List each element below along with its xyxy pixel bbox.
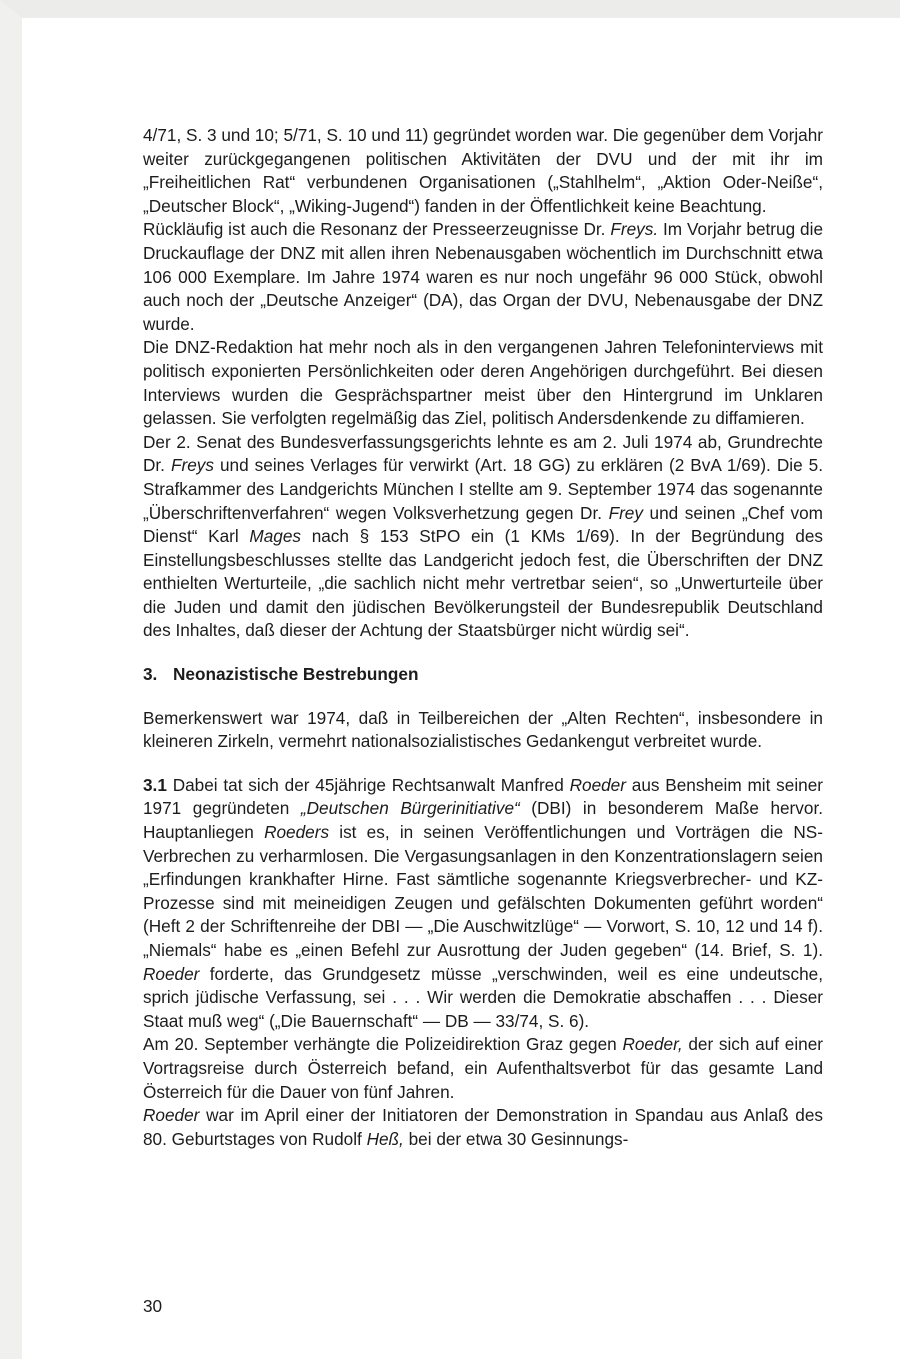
paragraph-press-circulation: Rückläufig ist auch die Resonanz der Presseerzeugnisse Dr. Freys. Im Vorjahr betrug die Druckauflage der DNZ mit allen ihren Nebenausgaben wöchentlich im Durchschnitt etwa 106 000 Exemplare. Im Jahre 1974 waren es nur noch ungefähr 96 000 Stück, obwohl auch noch der „Deutsche Anzeiger“ (DA), das Organ der DVU, Nebenausgabe der DNZ wurde. <box>143 219 823 334</box>
document-body <box>143 124 823 1151</box>
section-heading <box>143 663 823 687</box>
section-title: Neonazistische Bestrebungen <box>173 664 419 685</box>
page-number: 30 <box>143 1296 163 1316</box>
paragraph-roeder-dbi: 3.1 Dabei tat sich der 45jährige Rechtsanwalt Manfred Roeder aus Bensheim mit seiner 1971 gegründeten „Deutschen Bürgerinitiative“ (DBI) in besonderem Maße hervor. Hauptanliegen Roeders ist es, in seinen Veröffentlichungen und Vorträgen die NS-Verbrechen zu verharmlosen. Die Vergasungsanlagen in den Konzentrationslagern seien „Erfindungen krankhafter Hirne. Fast sämtliche sogenannte Kriegsverbrecher- und KZ-Prozesse sind mit meineidigen Zeugen und gefälschten Dokumenten geführt worden“ (Heft 2 der Schriftenreihe der DBI — „Die Auschwitzlüge“ — Vorwort, S. 10, 12 und 14 f). „Niemals“ habe es „einen Befehl zur Ausrottung der Juden gegeben“ (14. Brief, S. 1). Roeder forderte, das Grundgesetz müsse „verschwinden, weil es eine undeutsche, sprich jüdische Verfassung, sei . . . Wir werden die Demokratie abschaffen . . . Dieser Staat muß weg“ („Die Bauernschaft“ — DB — 33/74, S. 6). <box>143 774 823 1031</box>
paragraph-court-rulings: Der 2. Senat des Bundesverfassungsgerichts lehnte es am 2. Juli 1974 ab, Grundrechte Dr. Freys und seines Verlages für verwirkt (Art. 18 GG) zu erklären (2 BvA 1/69). Die 5. Strafkammer des Landgerichts München I stellte am 9. September 1974 das sogenannte „Überschriftenverfahren“ wegen Volksverhetzung gegen Dr. Frey und seinen „Chef vom Dienst“ Karl Mages nach § 153 StPO ein (1 KMs 1/69). In der Begründung des Einstellungsbeschlusses stellte das Landgericht jedoch fest, die Überschriften der DNZ enthielten Werturteile, „die sachlich nicht mehr vertretbar seien“, so „Unwerturteile über die Juden und damit den jüdischen Bevölkerungsteil der Bundesrepublik Deutschland des Inhaltes, daß dieser der Achtung der Staatsbürger nicht würdig sei“. <box>143 431 823 641</box>
subsection-number: 3.1 <box>143 774 167 795</box>
paragraph-dvu-activities: 4/71, S. 3 und 10; 5/71, S. 10 und 11) gegründet worden war. Die gegenüber dem Vorjahr weiter zurückgegangenen politischen Aktivitäten der DVU und der mit ihr im „Freiheitlichen Rat“ verbundenen Organisationen („Stahlhelm“, „Aktion Oder-Neiße“, „Deutscher Block“, „Wiking-Jugend“) fanden in der Öffentlichkeit keine Beachtung. <box>143 125 824 216</box>
section-intro: Bemerkenswert war 1974, daß in Teilbereichen der „Alten Rechten“, insbesondere in kleineren Zirkeln, vermehrt nationalsozialistisches Gedankengut verbreitet wurde. <box>143 707 823 752</box>
section-number: 3. <box>143 664 158 685</box>
paragraph-graz-ban: Am 20. September verhängte die Polizeidirektion Graz gegen Roeder, der sich auf einer Vortragsreise durch Österreich befand, ein Aufenthaltsverbot für das gesamte Land Österreich für die Dauer von fünf Jahren. <box>143 1034 823 1102</box>
paragraph-spandau-demo: Roeder war im April einer der Initiatoren der Demonstration in Spandau aus Anlaß des 80. Geburtstages von Rudolf Heß, bei der etwa 30 Gesinnungs- <box>143 1105 823 1149</box>
paragraph-dnz-interviews: Die DNZ-Redaktion hat mehr noch als in den vergangenen Jahren Telefoninterviews mit politisch exponierten Persönlichkeiten oder deren Angehörigen durchgeführt. Bei diesen Interviews wurden die Gesprächspartner meist über den Hintergrund im Unklaren gelassen. Sie verfolgten regelmäßig das Ziel, politisch Andersdenkende zu diffamieren. <box>143 337 823 429</box>
